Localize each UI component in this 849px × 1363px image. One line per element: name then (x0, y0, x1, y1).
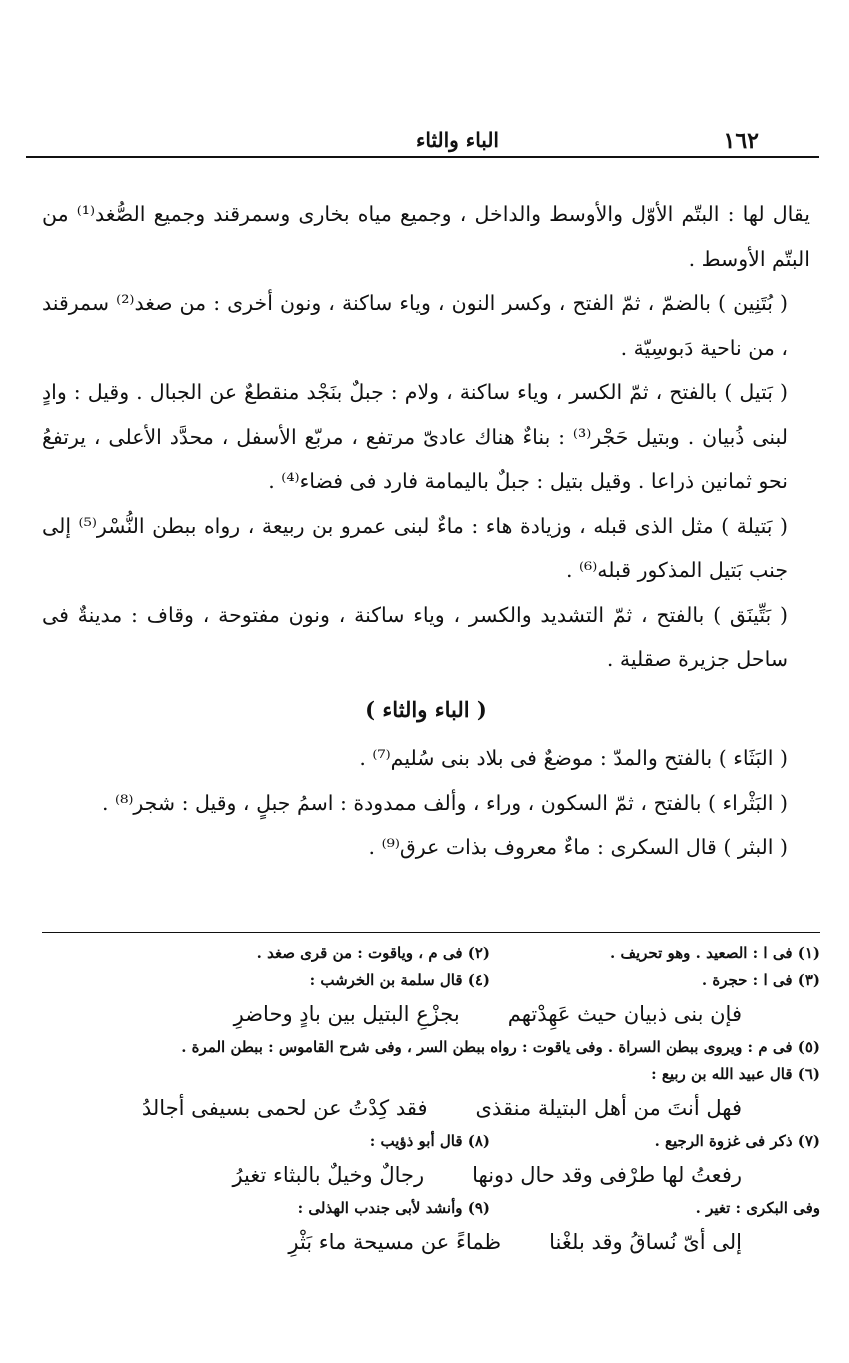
footnote-1: (١) فى ا : الصعيد . وهو تحريف . (610, 944, 820, 962)
page-number: ١٦٢ (723, 128, 759, 154)
footnote-8-note: وفى البكرى : تغير . (695, 1199, 820, 1217)
footnote-9: (٩) وأنشد لأبى جندب الهذلى : (297, 1199, 490, 1217)
entry-batil: ( بَتيل ) بالفتح ، ثمّ الكسر ، وياء ساكنة ، ولام : جبلٌ بنَجْد منقطعٌ عن الجبال . وقيل : وادٍ لبنى ذُبيان . وبتيل حَجْر⁽³⁾ : بناءٌ هناك عادىّ مرتفع ، مربّع الأسفل ، محدَّد الأعلى ، يرتفعُ نحو ثمانين ذراعا . وقيل بتيل : جبلٌ باليمامة فارد فى فضاء⁽⁴⁾ . (42, 380, 788, 493)
entry-albathr: ( البثر ) قال السكرى : ماءٌ معروف بذات عرق⁽⁹⁾ . (368, 835, 788, 859)
footnote-row (20, 1128, 820, 1155)
entry-butanin: ( بُتَنِين ) بالضمّ ، ثمّ الفتح ، وكسر النون ، وياء ساكنة ، ونون أخرى : من صغد⁽²⁾ سمرقند ، من ناحية دَبوسِيّة . (42, 291, 788, 360)
verse-hemistich: فإن بنى ذبيان حيث عَهِدْتهم (507, 1002, 742, 1026)
verse-hemistich: فهل أنتَ من أهل البتيلة منقذى (475, 1096, 742, 1120)
footnote-row (20, 967, 820, 994)
verse-hemistich: بجزْعِ البتيل بين بادٍ وحاضرِ (233, 1002, 460, 1026)
footnotes (20, 940, 820, 1262)
entry-battinaq: ( بَتِّينَق ) بالفتح ، ثمّ التشديد والكسر ، وياء ساكنة ، ونون مفتوحة ، وقاف : مدينةٌ فى ساحل جزيرة صقلية . (42, 602, 788, 671)
main-text (42, 192, 810, 870)
section-heading: ( الباء والثاء ) (365, 696, 487, 722)
paragraph: يقال لها : البتّم الأوّل والأوسط والداخل ، وجميع مياه بخارى وسمرقند وجميع الصُّغد⁽¹⁾ من البتّم الأوسط . (42, 202, 811, 271)
entry-albathaa: ( البَثَاء ) بالفتح والمدّ : موضعٌ فى بلاد بنى سُليم⁽⁷⁾ . (359, 746, 788, 770)
footnote-row (20, 1195, 820, 1222)
verse-hemistich: فقد كِدْتُ عن لحمى بسيفى أجالدُ (141, 1096, 428, 1120)
footnote-2: (٢) فى م ، وياقوت : من قرى صغد . (256, 944, 490, 962)
footnote-8: (٨) قال أبو ذؤيب : (369, 1132, 490, 1150)
header-rule (26, 156, 819, 158)
verse-8 (20, 1155, 820, 1195)
verse-hemistich: رجالٌ وخيلٌ بالبثاء تغيرُ (232, 1163, 425, 1187)
entry-batila: ( بَتيلة ) مثل الذى قبله ، وزيادة هاء : ماءٌ لبنى عمرو بن ربيعة ، رواه ببطن النُّسْر⁽⁵⁾ إلى جنب بَتيل المذكور قبله⁽⁶⁾ . (42, 513, 788, 582)
footnote-7: (٧) ذكر فى غزوة الرجيع . (654, 1132, 820, 1150)
footnote-6: (٦) قال عبيد الله بن ربيع : (651, 1065, 820, 1083)
footnote-4: (٤) قال سلمة بن الخرشب : (309, 971, 490, 989)
footnote-row (20, 940, 820, 967)
footnote-3: (٣) فى ا : حجرة . (701, 971, 820, 989)
verse-hemistich: رفعتُ لها طرْفى وقد حال دونها (472, 1163, 742, 1187)
verse-hemistich: إلى أىّ نُساقُ وقد بلغْنا (549, 1230, 742, 1254)
verse-4 (20, 994, 820, 1034)
entry-albathraa: ( البَثْراء ) بالفتح ، ثمّ السكون ، وراء ، وألف ممدودة : اسمُ جبلٍ ، وقيل : شجر⁽⁸⁾ . (102, 790, 788, 815)
verse-6 (20, 1088, 820, 1128)
footnote-5: (٥) فى م : ويروى ببطن السراة . وفى ياقوت : رواه ببطن السر ، وفى شرح القاموس : ببطن المرة . (181, 1038, 820, 1056)
page-header (26, 128, 819, 156)
verse-hemistich: ظماءً عن مسيحة ماء بَثْرِ (288, 1230, 502, 1254)
verse-9 (20, 1222, 820, 1262)
running-title: الباء والثاء (416, 128, 499, 152)
footnotes-rule (42, 932, 820, 933)
